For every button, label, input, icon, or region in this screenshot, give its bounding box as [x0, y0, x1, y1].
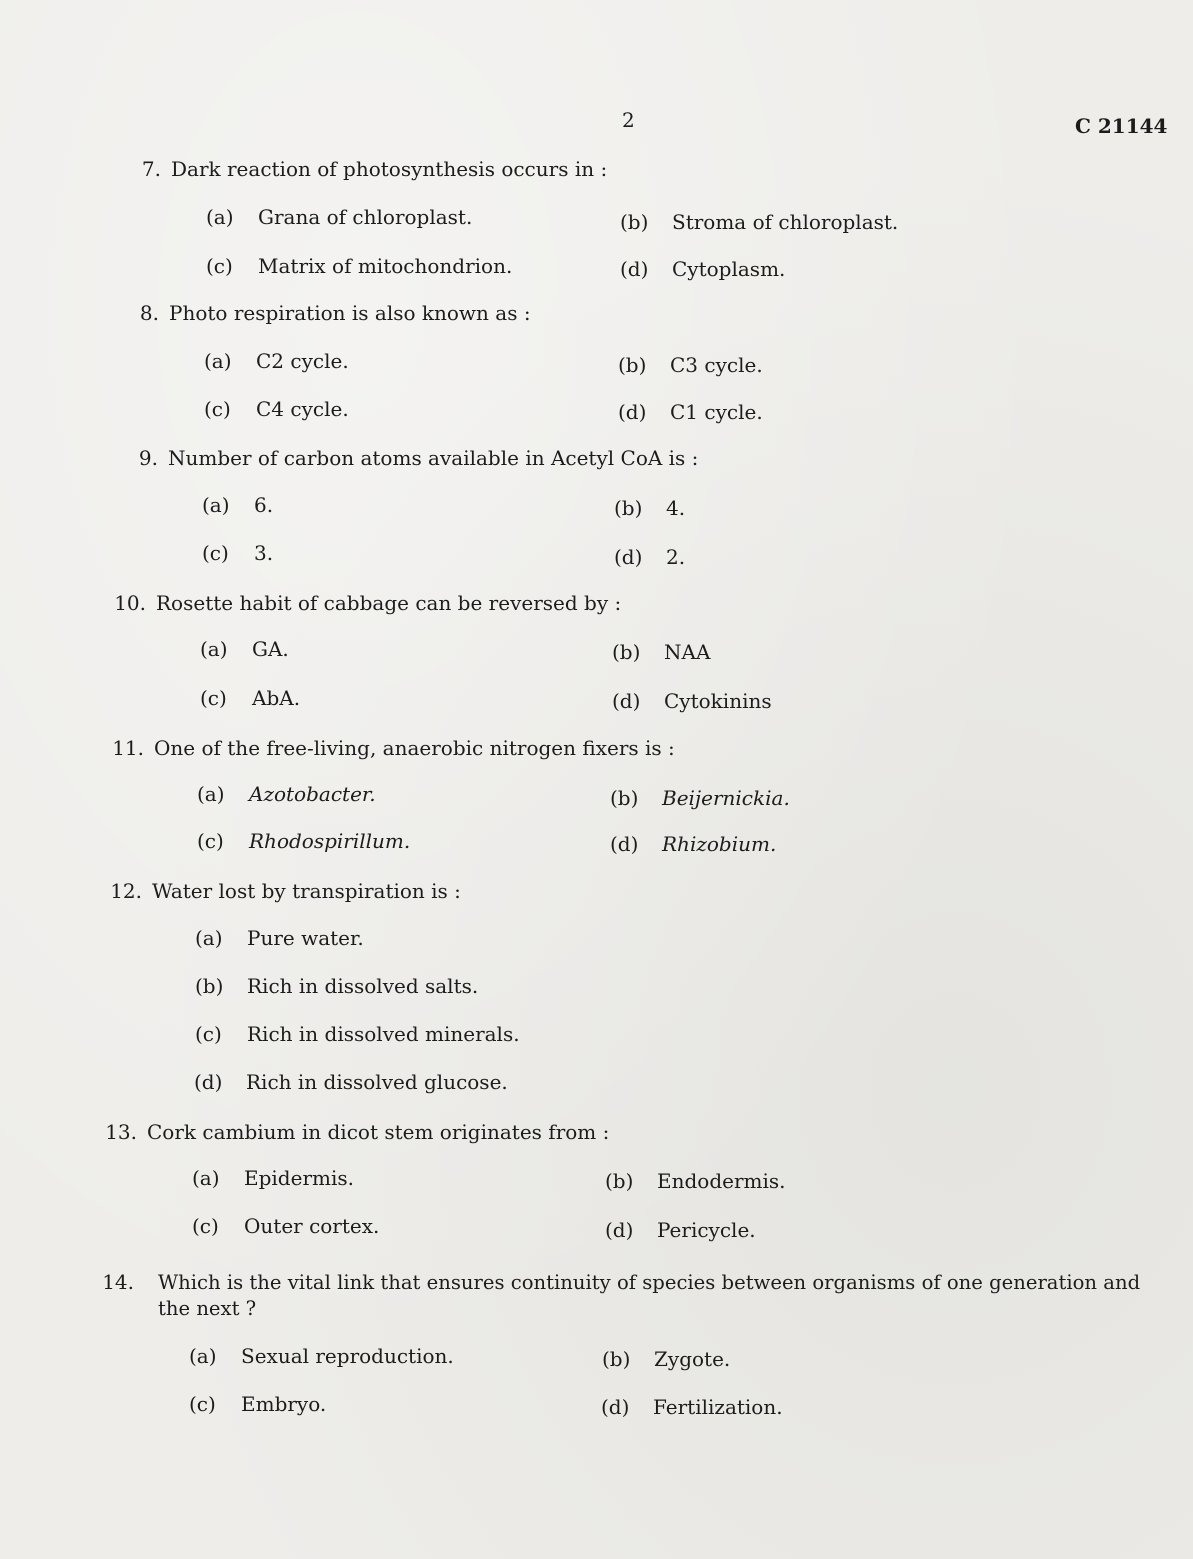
option-text: Rich in dissolved minerals. [247, 1022, 520, 1046]
question-text: One of the free-living, anaerobic nitrogen fixers is : [154, 736, 675, 760]
question-text: Rosette habit of cabbage can be reversed by : [156, 591, 622, 615]
option-14a [189, 1344, 454, 1368]
option-14b [602, 1347, 730, 1371]
option-label: (a) [204, 349, 232, 373]
option-label: (b) [610, 786, 639, 810]
option-8b [618, 353, 763, 377]
option-label: (d) [612, 689, 641, 713]
option-label: (a) [189, 1344, 217, 1368]
option-label: (b) [620, 210, 649, 234]
question-7 [127, 157, 607, 181]
question-14-text: Which is the vital link that ensures continuity of species between organisms of one generation and the next ? [158, 1271, 1141, 1320]
option-text: Pure water. [247, 926, 364, 950]
option-14c [189, 1392, 326, 1416]
question-13 [103, 1120, 609, 1144]
question-9 [124, 446, 698, 470]
question-number: 13. [105, 1120, 137, 1144]
paper-code: C 21144 [1075, 114, 1168, 138]
question-text: Dark reaction of photosynthesis occurs in : [171, 157, 608, 181]
option-label: (b) [618, 353, 647, 377]
option-text: Epidermis. [244, 1166, 354, 1190]
option-8c [204, 397, 349, 421]
option-text: Matrix of mitochondrion. [258, 254, 513, 278]
option-8d [618, 400, 763, 424]
option-label: (b) [614, 496, 643, 520]
question-text: Water lost by transpiration is : [152, 879, 461, 903]
option-7b [620, 210, 898, 234]
option-label: (d) [601, 1395, 630, 1419]
option-text: 6. [254, 493, 274, 517]
question-number: 14. [102, 1270, 134, 1294]
option-text: 3. [254, 541, 274, 565]
option-text: Rich in dissolved glucose. [246, 1070, 508, 1094]
option-label: (c) [197, 829, 224, 853]
option-label: (b) [602, 1347, 631, 1371]
option-text: Outer cortex. [244, 1214, 380, 1238]
option-text: Fertilization. [653, 1395, 783, 1419]
option-text: C4 cycle. [256, 397, 349, 421]
option-label: (c) [200, 686, 227, 710]
option-label: (b) [612, 640, 641, 664]
option-7c [206, 254, 512, 278]
question-number: 12. [110, 879, 142, 903]
option-12b [195, 974, 478, 998]
option-text: Sexual reproduction. [241, 1344, 454, 1368]
option-13b [605, 1169, 786, 1193]
option-label: (b) [195, 974, 224, 998]
option-12c [195, 1022, 520, 1046]
option-10c [200, 686, 300, 710]
option-text: 2. [666, 545, 686, 569]
option-text: C1 cycle. [670, 400, 763, 424]
option-text: Embryo. [241, 1392, 327, 1416]
question-number: 9. [138, 446, 158, 470]
question-number: 11. [112, 736, 144, 760]
question-number: 8. [139, 301, 159, 325]
option-7d [620, 257, 785, 281]
option-label: (a) [197, 782, 225, 806]
question-number: 10. [114, 591, 146, 615]
option-11d [610, 832, 776, 856]
option-text: C3 cycle. [670, 353, 763, 377]
option-label: (a) [192, 1166, 220, 1190]
option-label: (a) [202, 493, 230, 517]
option-12a [195, 926, 364, 950]
option-text: GA. [252, 637, 289, 661]
option-9d [614, 545, 685, 569]
option-text: Grana of chloroplast. [258, 205, 473, 229]
question-text: Number of carbon atoms available in Acetyl CoA is : [168, 446, 699, 470]
option-text: Azotobacter. [249, 782, 376, 806]
option-13d [605, 1218, 756, 1242]
option-10d [612, 689, 772, 713]
question-10 [112, 591, 621, 615]
option-label: (d) [194, 1070, 223, 1094]
option-13a [192, 1166, 354, 1190]
option-text: 4. [666, 496, 686, 520]
option-text: AbA. [252, 686, 301, 710]
option-label: (d) [618, 400, 647, 424]
option-label: (b) [605, 1169, 634, 1193]
option-11a [197, 782, 376, 806]
option-text: Rich in dissolved salts. [247, 974, 479, 998]
option-9b [614, 496, 685, 520]
question-text: Cork cambium in dicot stem originates from : [147, 1120, 610, 1144]
option-label: (c) [192, 1214, 219, 1238]
question-number: 7. [141, 157, 161, 181]
option-14d [601, 1395, 783, 1419]
option-8a [204, 349, 349, 373]
option-text: Cytokinins [664, 689, 772, 713]
option-10a [200, 637, 289, 661]
option-12d [194, 1070, 508, 1094]
option-text: Rhizobium. [662, 832, 777, 856]
option-7a [206, 205, 472, 229]
option-label: (a) [206, 205, 234, 229]
option-label: (c) [204, 397, 231, 421]
option-11c [197, 829, 410, 853]
option-text: Stroma of chloroplast. [672, 210, 899, 234]
question-14-number [100, 1270, 144, 1294]
option-text: Rhodospirillum. [249, 829, 411, 853]
option-label: (a) [195, 926, 223, 950]
option-label: (d) [610, 832, 639, 856]
question-text: Photo respiration is also known as : [169, 301, 531, 325]
option-label: (c) [202, 541, 229, 565]
option-11b [610, 786, 790, 810]
option-13c [192, 1214, 379, 1238]
option-label: (c) [195, 1022, 222, 1046]
option-10b [612, 640, 710, 664]
page-number: 2 [622, 108, 635, 132]
option-text: Endodermis. [657, 1169, 786, 1193]
option-label: (d) [620, 257, 649, 281]
option-label: (d) [605, 1218, 634, 1242]
question-12 [108, 879, 461, 903]
option-label: (c) [189, 1392, 216, 1416]
option-text: Zygote. [654, 1347, 731, 1371]
option-label: (c) [206, 254, 233, 278]
option-label: (d) [614, 545, 643, 569]
option-text: NAA [664, 640, 711, 664]
option-text: C2 cycle. [256, 349, 349, 373]
option-text: Beijernickia. [662, 786, 790, 810]
option-label: (a) [200, 637, 228, 661]
question-11 [110, 736, 675, 760]
option-text: Cytoplasm. [672, 257, 786, 281]
option-text: Pericycle. [657, 1218, 756, 1242]
option-9c [202, 541, 273, 565]
question-8 [125, 301, 531, 325]
option-9a [202, 493, 273, 517]
